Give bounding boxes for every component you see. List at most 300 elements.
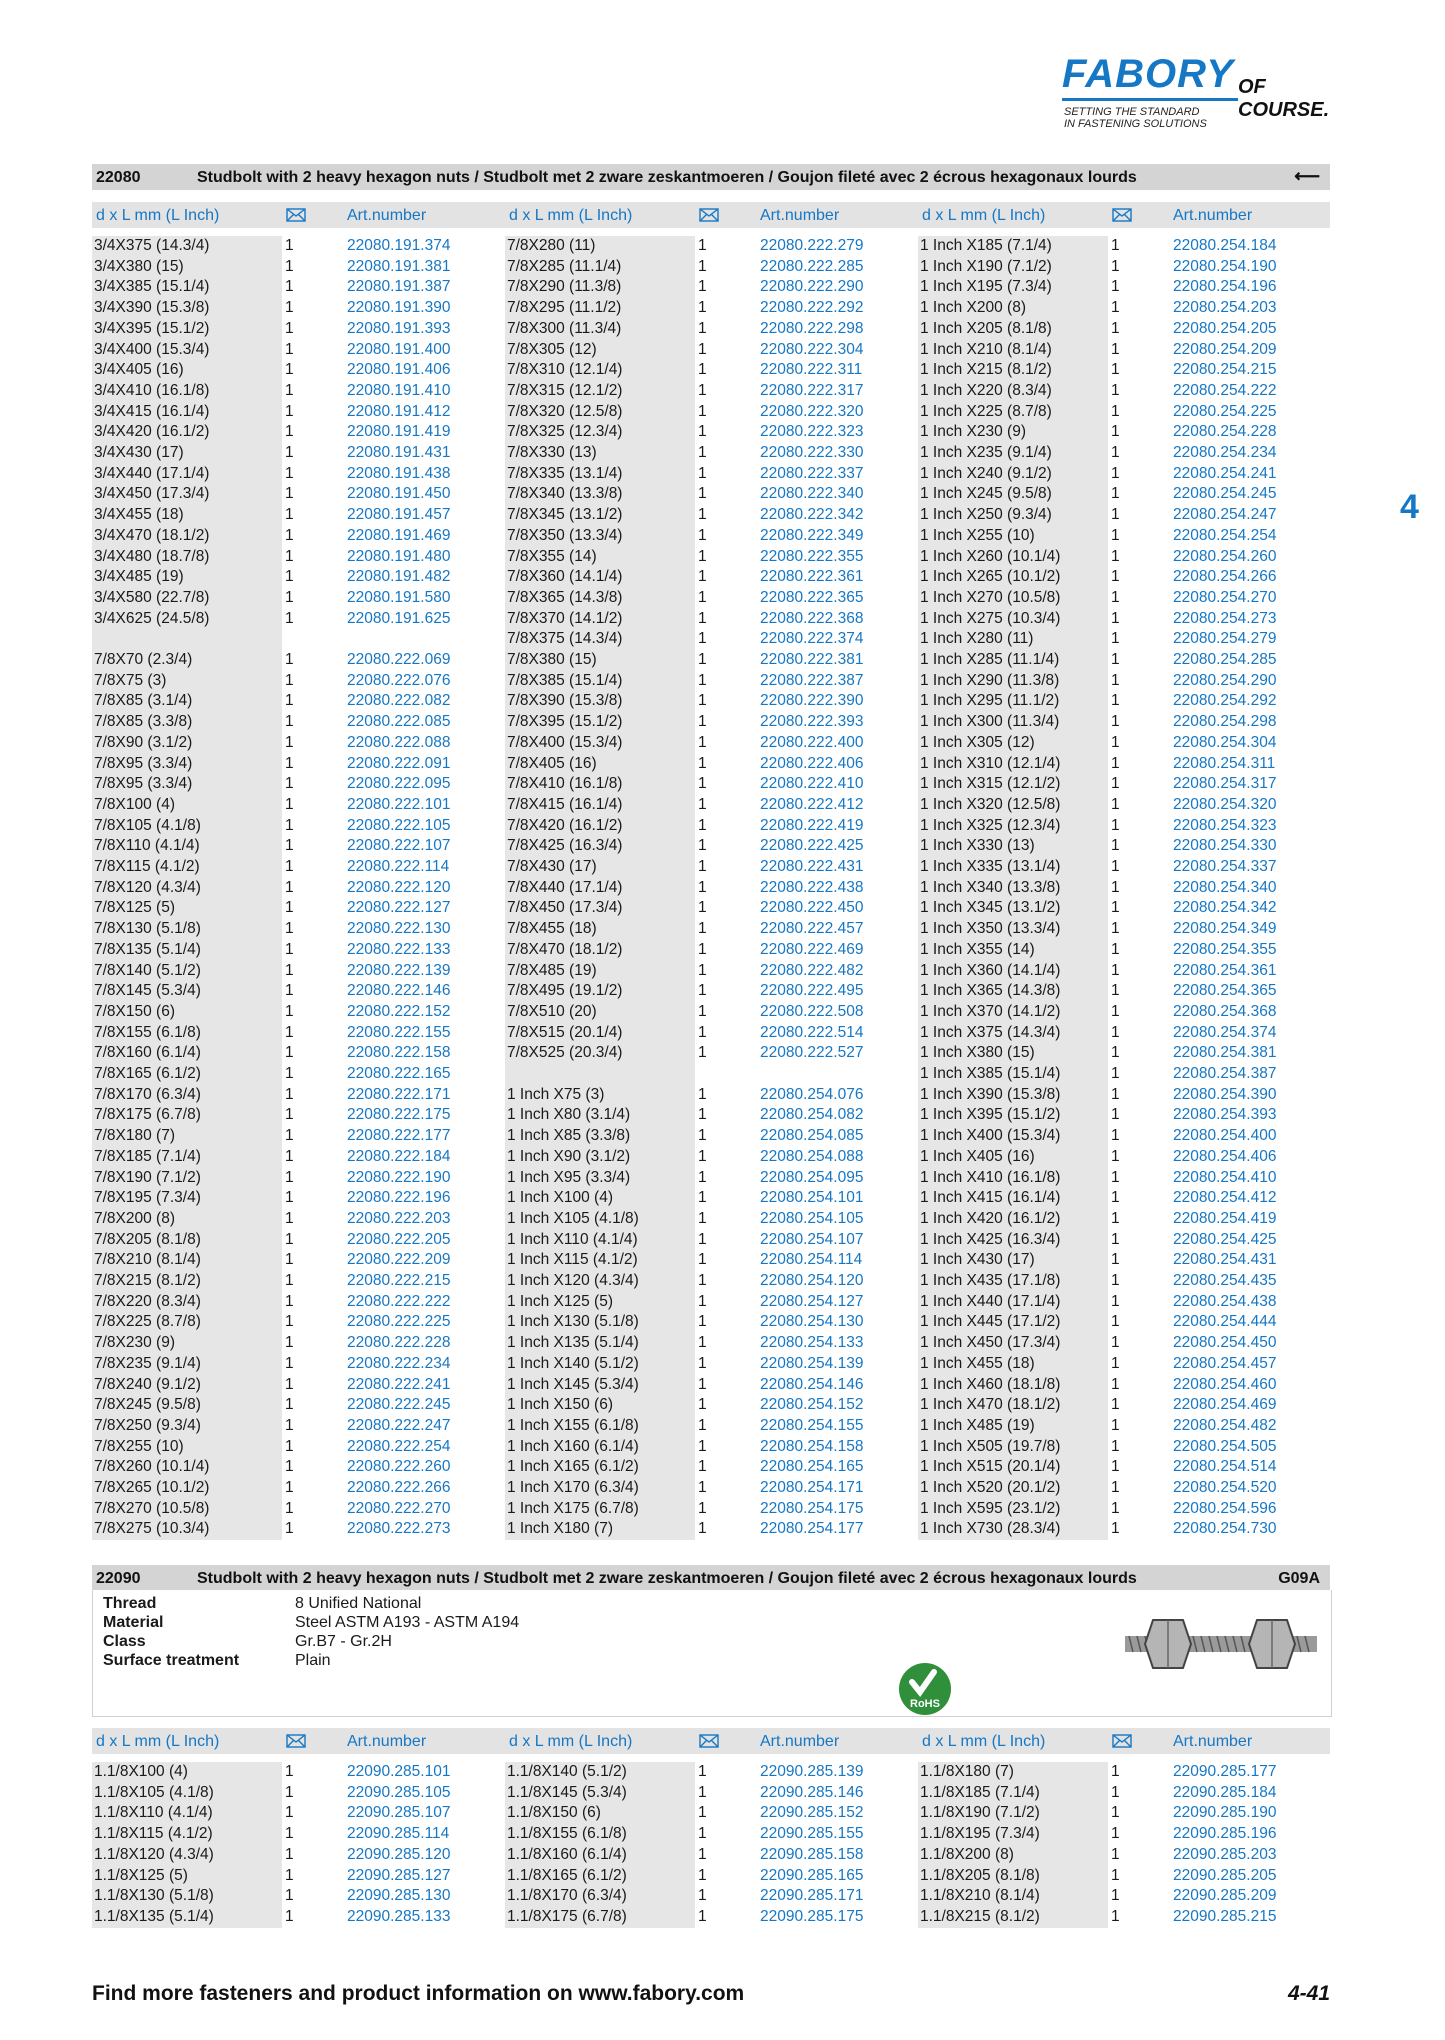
article-number-link[interactable]: 22080.254.215 — [1173, 361, 1277, 379]
article-number-link[interactable]: 22080.254.505 — [1173, 1437, 1277, 1455]
article-number-link[interactable]: 22080.222.514 — [760, 1023, 864, 1041]
table-row — [505, 1478, 918, 1499]
article-number-link[interactable]: 22090.285.171 — [760, 1887, 864, 1905]
article-number-link[interactable]: 22090.285.158 — [760, 1845, 864, 1863]
article-number-link[interactable]: 22080.254.412 — [1173, 1189, 1277, 1207]
article-number-link[interactable]: 22080.222.527 — [760, 1044, 864, 1062]
quantity-cell: 1 — [285, 402, 294, 420]
article-number-link[interactable]: 22080.254.076 — [760, 1085, 864, 1103]
article-number-link[interactable]: 22080.254.317 — [1173, 775, 1277, 793]
article-number-link[interactable]: 22090.285.120 — [347, 1845, 451, 1863]
article-number-link[interactable]: 22080.222.365 — [760, 588, 864, 606]
quantity-cell: 1 — [1111, 547, 1120, 565]
article-number-link[interactable]: 22080.222.412 — [760, 795, 864, 813]
table-row — [918, 236, 1331, 257]
article-number-link[interactable]: 22080.254.292 — [1173, 692, 1277, 710]
article-number-link[interactable]: 22090.285.175 — [760, 1907, 864, 1925]
quantity-cell: 1 — [698, 1189, 707, 1207]
article-number-link[interactable]: 22080.222.203 — [347, 1209, 451, 1227]
article-number-link[interactable]: 22080.222.076 — [347, 671, 451, 689]
article-number-link[interactable]: 22080.254.290 — [1173, 671, 1277, 689]
article-number-link[interactable]: 22080.254.374 — [1173, 1023, 1277, 1041]
article-number-link[interactable]: 22080.191.431 — [347, 444, 451, 461]
article-number-link[interactable]: 22090.285.205 — [1173, 1866, 1277, 1884]
article-number-link[interactable]: 22080.191.412 — [347, 402, 451, 420]
article-number-link[interactable]: 22080.254.260 — [1173, 547, 1277, 565]
article-number-link[interactable]: 22080.254.107 — [760, 1230, 864, 1248]
table-row — [918, 422, 1331, 443]
table-row — [92, 1271, 505, 1292]
article-number-link[interactable]: 22080.254.158 — [760, 1437, 864, 1455]
article-number-link[interactable]: 22080.191.400 — [347, 340, 451, 358]
table-row — [92, 919, 505, 940]
dimension-cell: 7/8X115 (4.1/2) — [94, 858, 200, 875]
article-number-link[interactable]: 22080.254.139 — [760, 1354, 864, 1372]
article-number-link[interactable]: 22080.191.457 — [347, 506, 451, 524]
article-number-link[interactable]: 22080.222.091 — [347, 754, 451, 772]
article-number-link[interactable]: 22080.254.337 — [1173, 858, 1277, 875]
article-number-link[interactable]: 22080.254.152 — [760, 1396, 864, 1414]
article-number-link[interactable]: 22080.254.171 — [760, 1479, 864, 1496]
table-row — [92, 1209, 505, 1230]
table-row — [505, 1845, 918, 1866]
article-number-link[interactable]: 22080.254.175 — [760, 1499, 864, 1517]
dimension-cell: 1 Inch X390 (15.3/8) — [920, 1085, 1061, 1103]
article-number-link[interactable]: 22080.254.482 — [1173, 1416, 1277, 1434]
quantity-cell: 1 — [698, 899, 707, 917]
article-number-link[interactable]: 22080.191.381 — [347, 257, 451, 275]
article-number-link[interactable]: 22080.222.165 — [347, 1065, 451, 1082]
article-number-link[interactable]: 22080.254.438 — [1173, 1292, 1277, 1310]
article-number-link[interactable]: 22080.222.323 — [760, 423, 864, 441]
article-number-link[interactable]: 22090.285.209 — [1173, 1887, 1277, 1905]
dimension-cell: 1.1/8X140 (5.1/2) — [507, 1763, 627, 1780]
article-number-link[interactable]: 22080.254.254 — [1173, 526, 1277, 544]
table-row — [92, 1866, 505, 1887]
article-number-link[interactable]: 22080.222.209 — [347, 1251, 451, 1269]
article-number-link[interactable]: 22080.222.285 — [760, 257, 864, 275]
article-number-link[interactable]: 22080.222.270 — [347, 1499, 451, 1517]
article-number-link[interactable]: 22080.222.069 — [347, 651, 451, 668]
quantity-cell: 1 — [1111, 526, 1120, 544]
article-number-link[interactable]: 22080.191.480 — [347, 547, 451, 565]
dimension-cell: 1 Inch X220 (8.3/4) — [920, 381, 1052, 399]
article-number-link[interactable]: 22080.254.273 — [1173, 609, 1277, 627]
dimension-cell: 1 Inch X125 (5) — [507, 1292, 613, 1310]
footer-text: Find more fasteners and product information on www.fabory.com — [92, 1982, 745, 2005]
article-number-link[interactable]: 22080.222.381 — [760, 651, 864, 668]
article-number-link[interactable]: 22080.254.406 — [1173, 1147, 1277, 1165]
table-row — [505, 1292, 918, 1313]
article-number-link[interactable]: 22080.254.320 — [1173, 795, 1277, 813]
article-number-link[interactable]: 22080.222.292 — [760, 299, 864, 317]
article-number-link[interactable]: 22080.254.342 — [1173, 899, 1277, 917]
article-number-link[interactable]: 22080.254.285 — [1173, 651, 1277, 668]
article-number-link[interactable]: 22090.285.155 — [760, 1825, 864, 1843]
article-number-link[interactable]: 22080.222.317 — [760, 381, 864, 399]
quantity-cell: 1 — [285, 526, 294, 544]
dimension-cell: 1 Inch X295 (11.1/2) — [920, 692, 1060, 710]
article-number-link[interactable]: 22080.222.419 — [760, 816, 864, 834]
article-number-link[interactable]: 22080.222.158 — [347, 1044, 451, 1062]
dimension-cell: 7/8X180 (7) — [94, 1127, 175, 1145]
article-number-link[interactable]: 22080.254.349 — [1173, 920, 1277, 938]
article-number-link[interactable]: 22080.222.205 — [347, 1230, 451, 1248]
article-number-link[interactable]: 22080.254.228 — [1173, 423, 1277, 441]
table-row — [92, 629, 505, 650]
table-row — [92, 298, 505, 319]
article-number-link[interactable]: 22080.191.438 — [347, 464, 451, 482]
article-number-link[interactable]: 22080.254.514 — [1173, 1458, 1277, 1476]
article-number-link[interactable]: 22080.222.400 — [760, 733, 864, 751]
article-number-link[interactable]: 22080.222.311 — [760, 361, 863, 379]
article-number-link[interactable]: 22080.191.419 — [347, 423, 451, 441]
table-row — [505, 1395, 918, 1416]
article-number-link[interactable]: 22080.222.245 — [347, 1396, 451, 1414]
dimension-cell: 1 Inch X425 (16.3/4) — [920, 1230, 1061, 1248]
quantity-cell: 1 — [698, 651, 707, 668]
table-row — [505, 1064, 918, 1085]
article-number-link[interactable]: 22080.254.520 — [1173, 1479, 1277, 1496]
article-number-link[interactable]: 22080.222.234 — [347, 1354, 451, 1372]
article-number-link[interactable]: 22080.254.365 — [1173, 982, 1277, 1000]
dimension-cell: 3/4X385 (15.1/4) — [94, 278, 210, 296]
article-number-link[interactable]: 22080.222.225 — [347, 1313, 451, 1331]
article-number-link[interactable]: 22080.254.387 — [1173, 1065, 1277, 1082]
dimension-cell: 1 Inch X330 (13) — [920, 837, 1035, 855]
article-number-link[interactable]: 22080.222.298 — [760, 319, 864, 337]
article-number-link[interactable]: 22080.254.177 — [760, 1520, 864, 1538]
quantity-cell: 1 — [698, 692, 707, 710]
article-number-link[interactable]: 22090.285.196 — [1173, 1825, 1277, 1843]
article-number-link[interactable]: 22080.222.482 — [760, 961, 864, 979]
article-number-link[interactable]: 22080.254.114 — [760, 1251, 863, 1269]
article-number-link[interactable]: 22080.222.450 — [760, 899, 864, 917]
article-number-link[interactable]: 22080.254.165 — [760, 1458, 864, 1476]
article-number-link[interactable]: 22080.254.450 — [1173, 1334, 1277, 1352]
article-number-link[interactable]: 22080.254.390 — [1173, 1085, 1277, 1103]
table-row — [505, 298, 918, 319]
article-number-link[interactable]: 22080.222.304 — [760, 340, 864, 358]
article-number-link[interactable]: 22080.191.410 — [347, 381, 451, 399]
article-number-link[interactable]: 22080.222.127 — [347, 899, 451, 917]
dimension-cell: 1 Inch X290 (11.3/8) — [920, 671, 1060, 689]
article-number-link[interactable]: 22080.254.205 — [1173, 319, 1277, 337]
quantity-cell: 1 — [1111, 1044, 1120, 1062]
table-row — [92, 1354, 505, 1375]
article-number-link[interactable]: 22080.191.482 — [347, 568, 451, 586]
article-number-link[interactable]: 22080.254.088 — [760, 1147, 864, 1165]
article-number-link[interactable]: 22090.285.101 — [347, 1763, 451, 1780]
article-number-link[interactable]: 22080.222.190 — [347, 1168, 451, 1186]
article-number-link[interactable]: 22080.222.340 — [760, 485, 864, 503]
article-number-link[interactable]: 22080.222.260 — [347, 1458, 451, 1476]
article-number-link[interactable]: 22080.191.580 — [347, 588, 451, 606]
quantity-cell: 1 — [698, 1845, 707, 1863]
article-number-link[interactable]: 22080.254.222 — [1173, 381, 1277, 399]
article-number-link[interactable]: 22080.222.266 — [347, 1479, 451, 1496]
article-number-link[interactable]: 22080.222.105 — [347, 816, 451, 834]
article-number-link[interactable]: 22080.254.095 — [760, 1168, 864, 1186]
article-number-link[interactable]: 22080.191.406 — [347, 361, 451, 379]
article-number-link[interactable]: 22080.254.323 — [1173, 816, 1277, 834]
dimension-cell: 1 Inch X245 (9.5/8) — [920, 485, 1052, 503]
table-row — [918, 319, 1331, 340]
logo-tagline-2: IN FASTENING SOLUTIONS — [1064, 118, 1207, 130]
article-number-link[interactable]: 22090.285.184 — [1173, 1783, 1277, 1801]
article-number-link[interactable]: 22080.254.270 — [1173, 588, 1277, 606]
article-number-link[interactable]: 22080.222.175 — [347, 1106, 451, 1124]
article-number-link[interactable]: 22080.222.133 — [347, 940, 451, 958]
table-row — [92, 1312, 505, 1333]
article-number-link[interactable]: 22090.285.165 — [760, 1866, 864, 1884]
article-number-link[interactable]: 22080.254.266 — [1173, 568, 1277, 586]
article-number-link[interactable]: 22080.222.425 — [760, 837, 864, 855]
table-row — [918, 1457, 1331, 1478]
article-number-link[interactable]: 22080.222.368 — [760, 609, 864, 627]
article-number-link[interactable]: 22090.285.139 — [760, 1763, 864, 1780]
dimension-cell: 1.1/8X195 (7.3/4) — [920, 1825, 1040, 1843]
article-number-link[interactable]: 22080.222.438 — [760, 878, 864, 896]
article-number-link[interactable]: 22080.191.374 — [347, 237, 451, 254]
article-number-link[interactable]: 22080.222.390 — [760, 692, 864, 710]
article-number-link[interactable]: 22080.222.241 — [347, 1375, 451, 1393]
article-number-link[interactable]: 22090.285.107 — [347, 1804, 451, 1822]
table-row — [92, 505, 505, 526]
article-number-link[interactable]: 22080.254.330 — [1173, 837, 1277, 855]
article-number-link[interactable]: 22080.254.184 — [1173, 237, 1277, 254]
quantity-cell: 1 — [285, 1209, 294, 1227]
dimension-cell: 1 Inch X345 (13.1/2) — [920, 899, 1061, 917]
article-number-link[interactable]: 22090.285.146 — [760, 1783, 864, 1801]
article-number-link[interactable]: 22080.222.215 — [347, 1272, 451, 1289]
dimension-cell: 1.1/8X205 (8.1/8) — [920, 1866, 1040, 1884]
dimension-cell: 1.1/8X170 (6.3/4) — [507, 1887, 627, 1905]
article-number-link[interactable]: 22080.254.381 — [1173, 1044, 1277, 1062]
article-number-link[interactable]: 22080.254.085 — [760, 1127, 864, 1145]
table-row — [918, 1866, 1331, 1887]
article-number-link[interactable]: 22080.222.152 — [347, 1002, 451, 1020]
article-number-link[interactable]: 22080.222.254 — [347, 1437, 451, 1455]
table-row — [92, 1043, 505, 1064]
article-number-link[interactable]: 22080.222.495 — [760, 982, 864, 1000]
quantity-cell: 1 — [285, 1437, 294, 1455]
article-number-link[interactable]: 22080.222.114 — [347, 858, 450, 875]
table-row — [505, 1354, 918, 1375]
article-number-link[interactable]: 22080.254.225 — [1173, 402, 1277, 420]
article-number-link[interactable]: 22090.285.130 — [347, 1887, 451, 1905]
article-number-link[interactable]: 22080.222.410 — [760, 775, 864, 793]
article-number-link[interactable]: 22080.254.146 — [760, 1375, 864, 1393]
article-number-link[interactable]: 22080.254.444 — [1173, 1313, 1277, 1331]
dimension-cell: 7/8X90 (3.1/2) — [94, 733, 193, 751]
article-number-link[interactable]: 22080.222.101 — [347, 795, 451, 813]
article-number-link[interactable]: 22080.254.311 — [1173, 754, 1276, 772]
article-number-link[interactable]: 22080.254.247 — [1173, 506, 1277, 524]
article-number-link[interactable]: 22080.254.410 — [1173, 1168, 1277, 1186]
dimension-cell: 7/8X160 (6.1/4) — [94, 1044, 201, 1062]
table-row — [92, 1762, 505, 1783]
dimension-cell: 3/4X580 (22.7/8) — [94, 588, 210, 606]
article-number-link[interactable]: 22080.254.435 — [1173, 1272, 1277, 1289]
dimension-cell: 3/4X480 (18.7/8) — [94, 547, 210, 565]
article-number-link[interactable]: 22080.222.247 — [347, 1416, 451, 1434]
article-number-link[interactable]: 22080.222.120 — [347, 878, 451, 896]
article-number-link[interactable]: 22080.222.085 — [347, 713, 451, 731]
article-number-link[interactable]: 22080.222.330 — [760, 444, 864, 461]
product-table-22090 — [92, 1762, 1330, 1932]
article-number-link[interactable]: 22080.254.279 — [1173, 630, 1277, 648]
article-number-link[interactable]: 22080.254.469 — [1173, 1396, 1277, 1414]
article-number-link[interactable]: 22080.222.177 — [347, 1127, 451, 1145]
article-number-link[interactable]: 22080.222.508 — [760, 1002, 864, 1020]
article-number-link[interactable]: 22080.254.596 — [1173, 1499, 1277, 1517]
article-number-link[interactable]: 22080.222.107 — [347, 837, 451, 855]
article-number-link[interactable]: 22080.222.146 — [347, 982, 451, 1000]
article-number-link[interactable]: 22080.254.241 — [1173, 464, 1277, 482]
article-number-link[interactable]: 22080.222.171 — [347, 1085, 451, 1103]
article-number-link[interactable]: 22080.222.320 — [760, 402, 864, 420]
article-number-link[interactable]: 22080.254.298 — [1173, 713, 1277, 731]
article-number-link[interactable]: 22080.222.130 — [347, 920, 451, 938]
article-number-link[interactable]: 22080.254.368 — [1173, 1002, 1277, 1020]
dimension-cell: 1 Inch X150 (6) — [507, 1396, 613, 1414]
quantity-cell: 1 — [1111, 940, 1120, 958]
article-number-link[interactable]: 22080.222.139 — [347, 961, 451, 979]
article-number-link[interactable]: 22080.222.279 — [760, 237, 864, 254]
article-number-link[interactable]: 22080.191.450 — [347, 485, 451, 503]
article-number-link[interactable]: 22080.222.349 — [760, 526, 864, 544]
article-number-link[interactable]: 22080.191.390 — [347, 299, 451, 317]
article-number-link[interactable]: 22080.254.133 — [760, 1334, 864, 1352]
dimension-cell: 7/8X525 (20.3/4) — [507, 1044, 623, 1062]
article-number-link[interactable]: 22080.254.203 — [1173, 299, 1277, 317]
dimension-cell: 1.1/8X175 (6.7/8) — [507, 1907, 627, 1925]
article-number-link[interactable]: 22080.254.245 — [1173, 485, 1277, 503]
article-number-link[interactable]: 22090.285.133 — [347, 1907, 451, 1925]
article-number-link[interactable]: 22080.222.342 — [760, 506, 864, 524]
article-number-link[interactable]: 22080.222.469 — [760, 940, 864, 958]
article-number-link[interactable]: 22080.222.361 — [760, 568, 864, 586]
article-number-link[interactable]: 22080.254.730 — [1173, 1520, 1277, 1538]
article-number-link[interactable]: 22080.222.355 — [760, 547, 864, 565]
table-row — [505, 712, 918, 733]
article-number-link[interactable]: 22080.191.387 — [347, 278, 451, 296]
article-number-link[interactable]: 22080.191.469 — [347, 526, 451, 544]
article-number-link[interactable]: 22090.285.190 — [1173, 1804, 1277, 1822]
article-number-link[interactable]: 22090.285.177 — [1173, 1763, 1277, 1780]
back-arrow-icon[interactable]: ⟵ — [1294, 166, 1320, 186]
table-row — [918, 857, 1331, 878]
article-number-link[interactable]: 22080.254.460 — [1173, 1375, 1277, 1393]
article-number-link[interactable]: 22080.254.234 — [1173, 444, 1277, 461]
table-row — [918, 1126, 1331, 1147]
article-number-link[interactable]: 22080.254.400 — [1173, 1127, 1277, 1145]
article-number-link[interactable]: 22080.254.127 — [760, 1292, 864, 1310]
article-number-link[interactable]: 22090.285.215 — [1173, 1907, 1277, 1925]
table-row — [505, 1783, 918, 1804]
article-number-link[interactable]: 22080.222.387 — [760, 671, 864, 689]
dimension-cell: 1 Inch X485 (19) — [920, 1416, 1035, 1434]
article-number-link[interactable]: 22080.222.155 — [347, 1023, 451, 1041]
article-number-link[interactable]: 22080.254.431 — [1173, 1251, 1277, 1269]
quantity-cell: 1 — [698, 1292, 707, 1310]
article-number-link[interactable]: 22080.254.196 — [1173, 278, 1277, 296]
article-number-link[interactable]: 22080.254.155 — [760, 1416, 864, 1434]
dimension-cell: 1 Inch X400 (15.3/4) — [920, 1127, 1061, 1145]
article-number-link[interactable]: 22080.222.457 — [760, 920, 864, 938]
article-number-link[interactable]: 22080.222.222 — [347, 1292, 451, 1310]
col-dim-header: d x L mm (L Inch) — [96, 1733, 220, 1750]
article-number-link[interactable]: 22080.222.196 — [347, 1189, 451, 1207]
article-number-link[interactable]: 22080.222.290 — [760, 278, 864, 296]
article-number-link[interactable]: 22080.222.088 — [347, 733, 451, 751]
dimension-cell: 1 Inch X595 (23.1/2) — [920, 1499, 1061, 1517]
quantity-cell: 1 — [698, 257, 707, 275]
studbolt-image-icon — [1121, 1608, 1321, 1678]
article-number-link[interactable]: 22080.254.419 — [1173, 1209, 1277, 1227]
dimension-cell: 7/8X365 (14.3/8) — [507, 588, 623, 606]
dimension-cell: 3/4X455 (18) — [94, 506, 184, 524]
article-number-link[interactable]: 22080.254.101 — [760, 1189, 864, 1207]
article-number-link[interactable]: 22080.254.425 — [1173, 1230, 1277, 1248]
quantity-cell: 1 — [285, 319, 294, 337]
quantity-cell: 1 — [1111, 237, 1120, 254]
dimension-cell: 7/8X315 (12.1/2) — [507, 381, 623, 399]
article-number-link[interactable]: 22090.285.152 — [760, 1804, 864, 1822]
article-number-link[interactable]: 22080.254.304 — [1173, 733, 1277, 751]
article-number-link[interactable]: 22080.254.393 — [1173, 1106, 1277, 1124]
article-number-link[interactable]: 22080.254.361 — [1173, 961, 1277, 979]
dimension-cell: 1 Inch X115 (4.1/2) — [507, 1251, 638, 1269]
article-number-link[interactable]: 22080.191.393 — [347, 319, 451, 337]
article-number-link[interactable]: 22080.222.228 — [347, 1334, 451, 1352]
table-row — [505, 381, 918, 402]
quantity-cell: 1 — [285, 361, 294, 379]
article-number-link[interactable]: 22080.254.457 — [1173, 1354, 1277, 1372]
quantity-cell: 1 — [1111, 1023, 1120, 1041]
article-number-link[interactable]: 22080.254.082 — [760, 1106, 864, 1124]
article-number-link[interactable]: 22080.222.273 — [347, 1520, 451, 1538]
article-number-link[interactable]: 22080.222.082 — [347, 692, 451, 710]
article-number-link[interactable]: 22090.285.114 — [347, 1825, 450, 1843]
article-number-link[interactable]: 22080.222.374 — [760, 630, 864, 648]
article-number-link[interactable]: 22080.254.105 — [760, 1209, 864, 1227]
article-number-link[interactable]: 22080.254.120 — [760, 1272, 864, 1289]
quantity-cell: 1 — [285, 1887, 294, 1905]
article-number-link[interactable]: 22080.254.130 — [760, 1313, 864, 1331]
article-number-link[interactable]: 22080.222.431 — [760, 858, 864, 875]
article-number-link[interactable]: 22080.222.337 — [760, 464, 864, 482]
dimension-cell: 7/8X485 (19) — [507, 961, 597, 979]
article-number-link[interactable]: 22090.285.105 — [347, 1783, 451, 1801]
article-number-link[interactable]: 22080.222.095 — [347, 775, 451, 793]
table-row — [92, 1168, 505, 1189]
article-number-link[interactable]: 22090.285.127 — [347, 1866, 451, 1884]
article-number-link[interactable]: 22080.254.209 — [1173, 340, 1277, 358]
article-number-link[interactable]: 22080.222.393 — [760, 713, 864, 731]
article-number-link[interactable]: 22080.254.190 — [1173, 257, 1277, 275]
col-art-header: Art.number — [347, 1733, 427, 1750]
article-number-link[interactable]: 22080.254.355 — [1173, 940, 1277, 958]
table-row — [918, 1002, 1331, 1023]
article-number-link[interactable]: 22080.222.184 — [347, 1147, 451, 1165]
article-number-link[interactable]: 22090.285.203 — [1173, 1845, 1277, 1863]
table-row — [918, 1043, 1331, 1064]
article-number-link[interactable]: 22080.191.625 — [347, 609, 451, 627]
article-number-link[interactable]: 22080.254.340 — [1173, 878, 1277, 896]
article-number-link[interactable]: 22080.222.406 — [760, 754, 864, 772]
